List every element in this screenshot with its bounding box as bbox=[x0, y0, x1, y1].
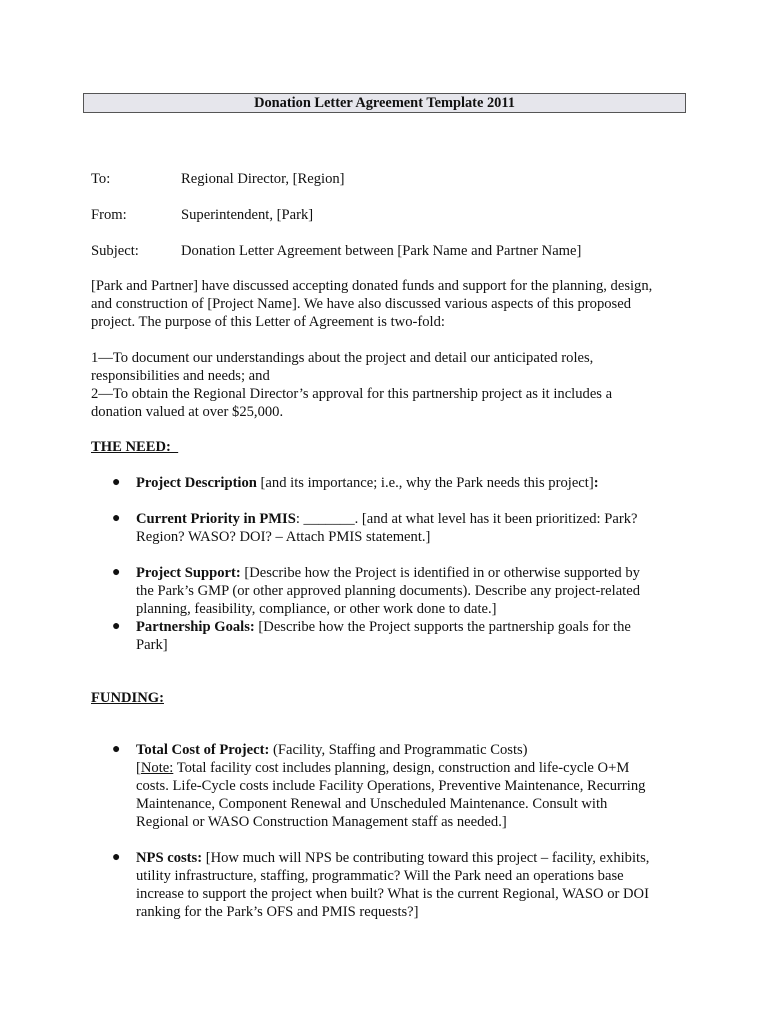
document-title: Donation Letter Agreement Template 2011 bbox=[83, 93, 686, 113]
item-label: Current Priority in PMIS bbox=[136, 511, 296, 527]
item-text: planning, feasibility, compliance, or other work done to date.] bbox=[136, 601, 497, 617]
need-item-partnership-goals bbox=[91, 618, 691, 654]
memo-subject-row bbox=[91, 242, 691, 260]
intro-line: and construction of [Project Name]. We have also discussed various aspects of this proposed bbox=[91, 296, 632, 312]
item-text: [and its importance; i.e., why the Park needs this project] bbox=[256, 475, 594, 491]
the-need-heading: THE NEED: bbox=[91, 439, 179, 455]
purpose-1-line: 1—To document our understandings about the project and detail our anticipated roles, bbox=[91, 350, 594, 366]
memo-to-label: To: bbox=[91, 171, 111, 187]
bullet-icon: ● bbox=[112, 619, 121, 634]
item-label: Project Description bbox=[136, 475, 257, 491]
purpose-1-line: responsibilities and needs; and bbox=[91, 368, 270, 384]
item-text: : _______. [and at what level has it been prioritized: Park? bbox=[295, 511, 638, 527]
intro-paragraph bbox=[91, 277, 691, 331]
item-text: Park] bbox=[136, 637, 168, 653]
note-bracket: [ bbox=[136, 760, 141, 776]
need-item-current-priority bbox=[91, 510, 691, 546]
item-text: utility infrastructure, staffing, programmatic? Will the Park need an operations base bbox=[136, 868, 624, 884]
funding-heading: FUNDING: bbox=[91, 690, 164, 706]
bullet-icon: ● bbox=[112, 475, 121, 490]
item-text: (Facility, Staffing and Programmatic Costs) bbox=[269, 742, 528, 758]
memo-subject-value: Donation Letter Agreement between [Park Name and Partner Name] bbox=[181, 243, 582, 259]
bullet-icon: ● bbox=[112, 742, 121, 757]
funding-item-total-cost bbox=[91, 741, 691, 831]
note-label: Note: bbox=[140, 760, 174, 776]
item-text: Maintenance, Component Renewal and Unscheduled Maintenance. Consult with bbox=[136, 796, 608, 812]
memo-to-row bbox=[91, 170, 691, 188]
item-text: [Describe how the Project supports the partnership goals for the bbox=[254, 619, 631, 635]
bullet-icon: ● bbox=[112, 511, 121, 526]
item-label: Total Cost of Project: bbox=[136, 742, 270, 758]
item-text: costs. Life-Cycle costs include Facility Operations, Preventive Maintenance, Recurring bbox=[136, 778, 646, 794]
intro-line: [Park and Partner] have discussed accepting donated funds and support for the planning, design, bbox=[91, 278, 653, 294]
intro-line: project. The purpose of this Letter of Agreement is two-fold: bbox=[91, 314, 445, 330]
item-text: the Park’s GMP (or other approved planning documents). Describe any project-related bbox=[136, 583, 641, 599]
item-label: NPS costs: bbox=[136, 850, 203, 866]
memo-to-value: Regional Director, [Region] bbox=[181, 171, 345, 187]
item-text: Total facility cost includes planning, design, construction and life-cycle O+M bbox=[173, 760, 630, 776]
purpose-list bbox=[91, 349, 691, 421]
item-text: Region? WASO? DOI? – Attach PMIS statement.] bbox=[136, 529, 431, 545]
funding-item-nps-costs bbox=[91, 849, 691, 921]
item-text: Regional or WASO Construction Management staff as needed.] bbox=[136, 814, 507, 830]
item-label: Project Support: bbox=[136, 565, 241, 581]
item-text: [Describe how the Project is identified in or otherwise supported by bbox=[240, 565, 640, 581]
memo-from-row bbox=[91, 206, 691, 224]
purpose-2-line: donation valued at over $25,000. bbox=[91, 404, 284, 420]
bullet-icon: ● bbox=[112, 850, 121, 865]
item-text: ranking for the Park’s OFS and PMIS requests?] bbox=[136, 904, 419, 920]
item-text: increase to support the project when built? What is the current Regional, WASO or DOI bbox=[136, 886, 649, 902]
bullet-icon: ● bbox=[112, 565, 121, 580]
memo-from-value: Superintendent, [Park] bbox=[181, 207, 314, 223]
item-text: [How much will NPS be contributing toward this project – facility, exhibits, bbox=[202, 850, 650, 866]
item-tail: : bbox=[593, 475, 599, 491]
need-item-project-support bbox=[91, 564, 691, 618]
memo-subject-label: Subject: bbox=[91, 243, 139, 259]
item-label: Partnership Goals: bbox=[136, 619, 255, 635]
purpose-2-line: 2—To obtain the Regional Director’s approval for this partnership project as it includes a bbox=[91, 386, 613, 402]
memo-from-label: From: bbox=[91, 207, 127, 223]
need-item-project-description bbox=[91, 474, 691, 492]
